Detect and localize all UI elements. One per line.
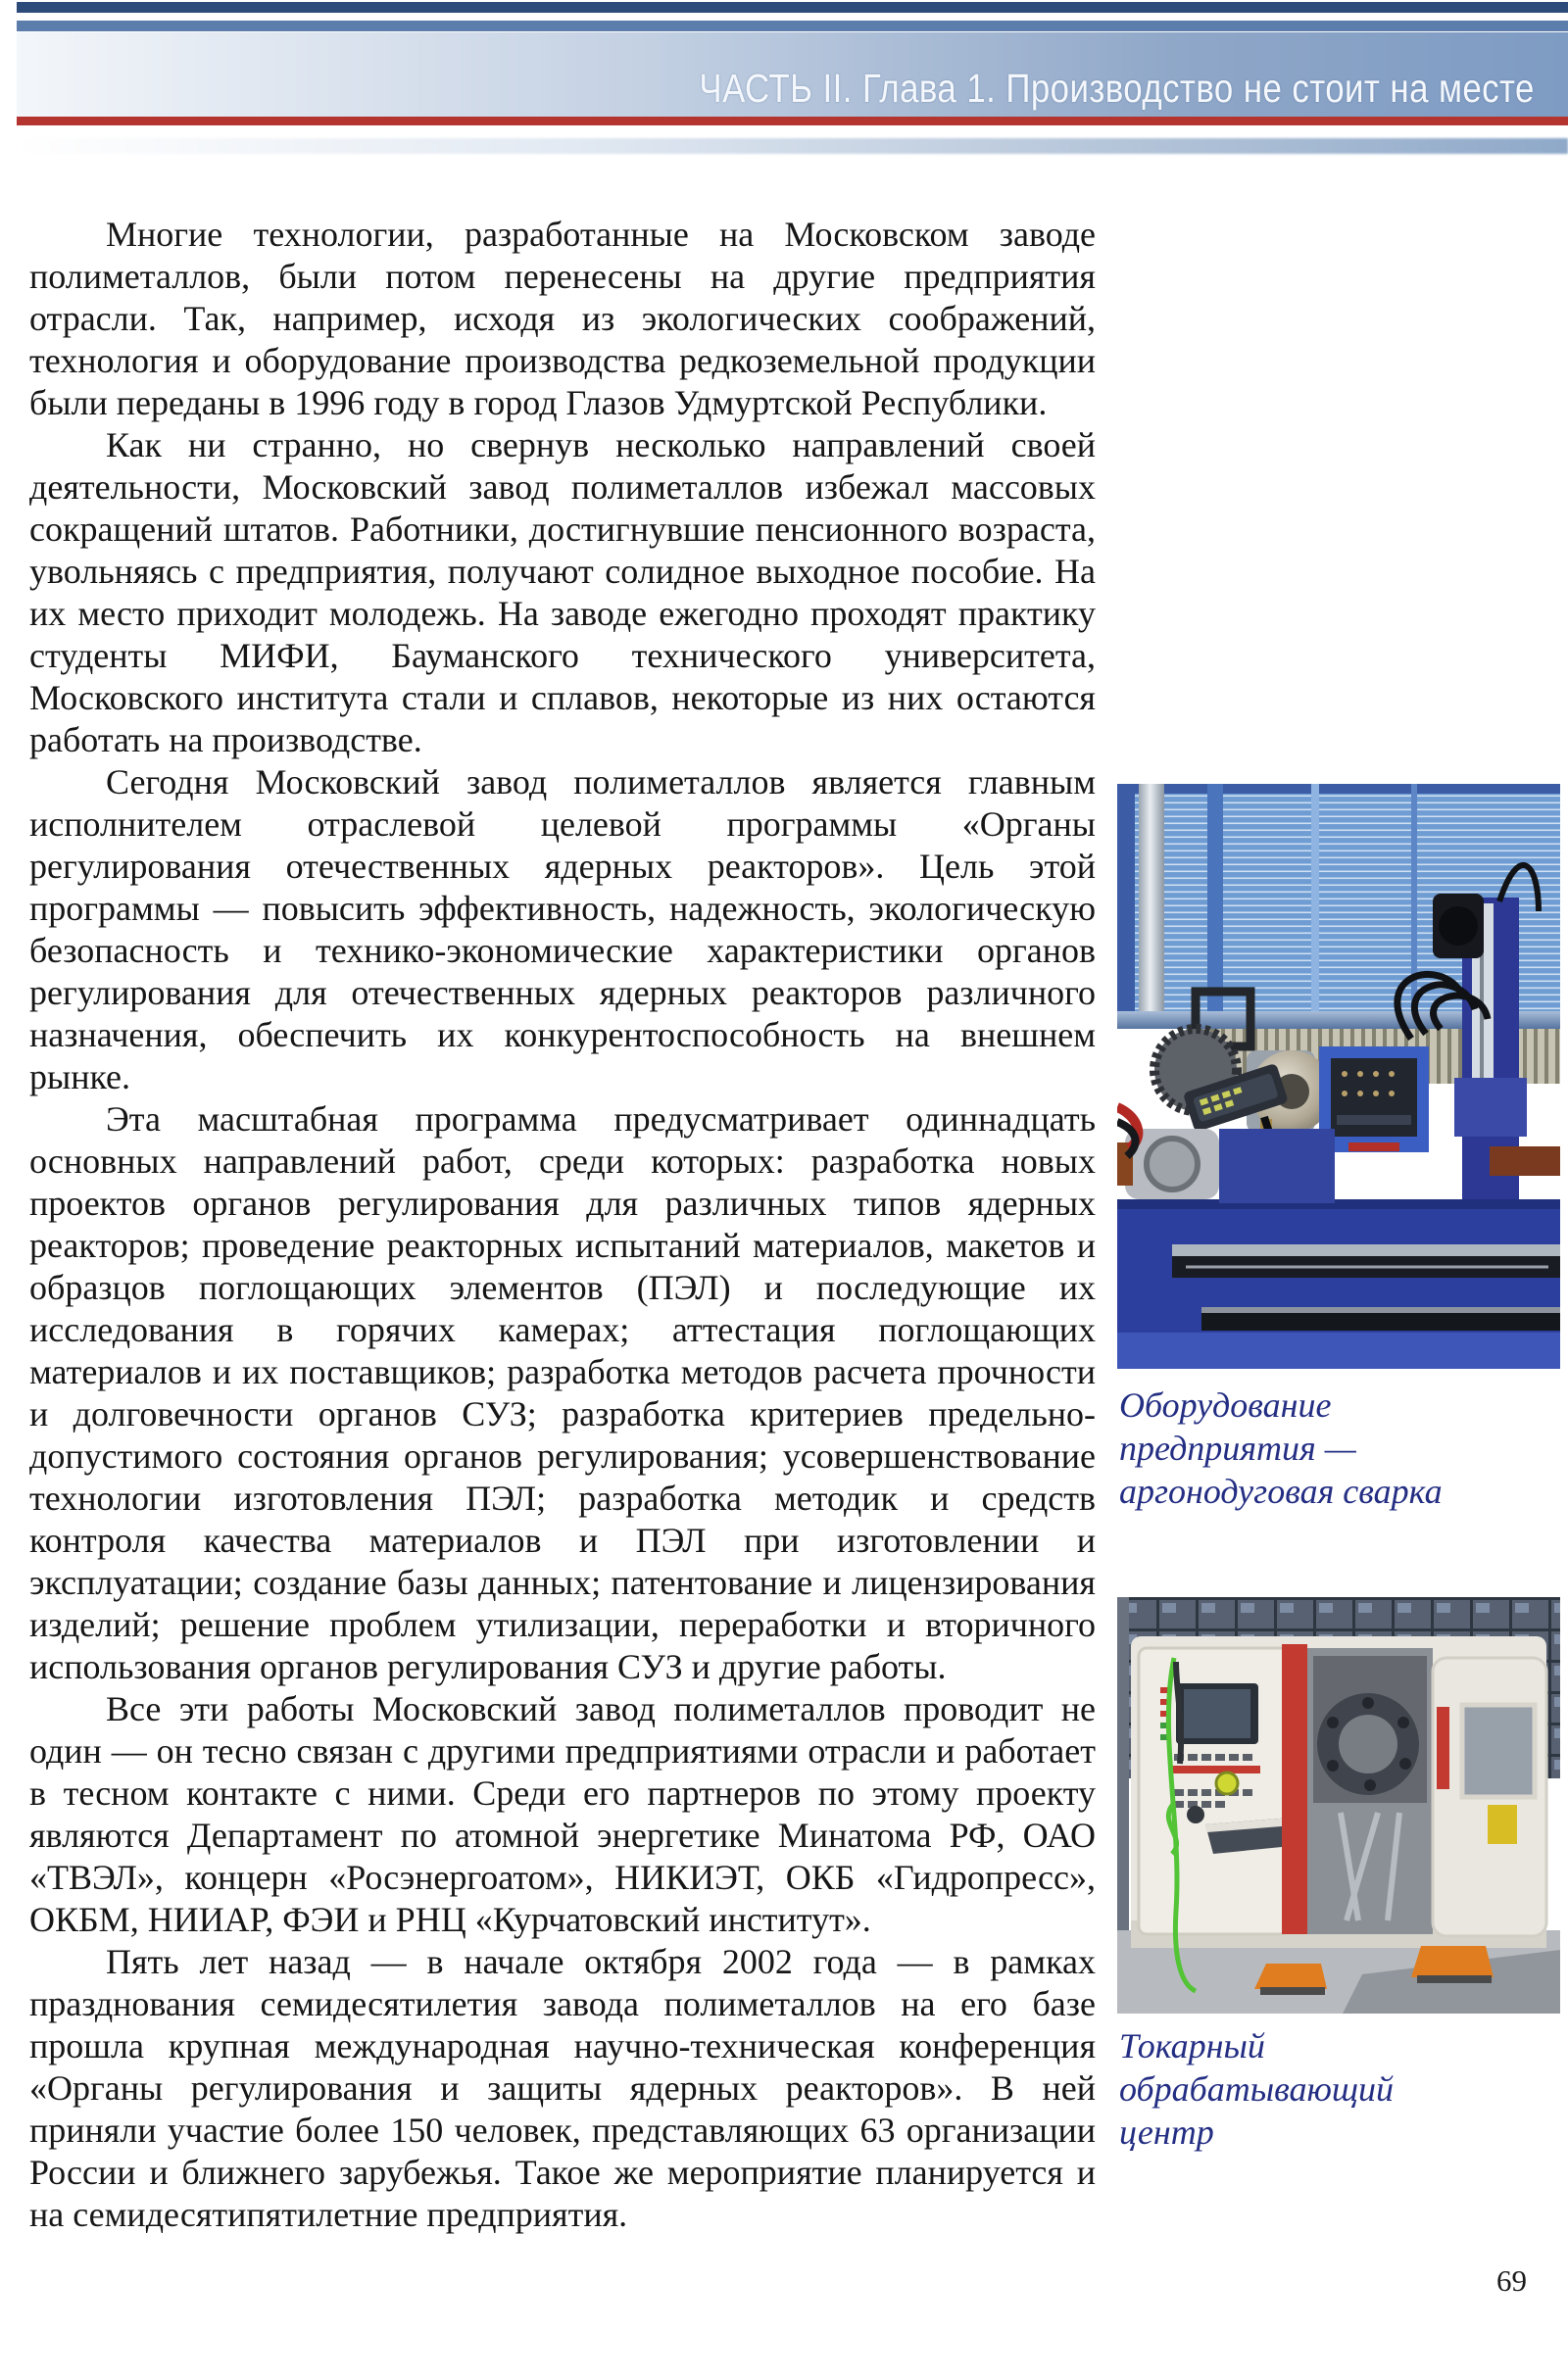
header-red-stripe (17, 117, 1568, 125)
paragraph: Как ни странно, но свернув несколько направлений своей деятельности, Московский завод полиметаллов избежал массовых сокращений штатов. Работники, достигнувшие пенсионного возраста, увольняясь с предприятия, получают солидное выходное пособие. На их место приходит молодежь. На заводе ежегодно проходят практику студенты МИФИ, Бауманского технического университета, Московского института стали и сплавов, некоторые из них остаются работать на производстве. (29, 425, 1096, 759)
paragraph: Эта масштабная программа предусматривает одиннадцать основных направлений работ, среди которых: разработка новых проектов органов регулирования для различных типов ядерных реакторов; проведение реакторных испытаний материалов, макетов и образцов поглощающих элементов (ПЭЛ) и последующие их исследования в горячих камерах; аттестация поглощающих материалов и их поставщиков; разработка методов расчета прочности и долговечности органов СУЗ; разработка критериев предельно-допустимого состояния органов регулирования; усовершенствование технологии изготовления ПЭЛ; разработка методик и средств контроля качества материалов и ПЭЛ при изготовлении и эксплуатации; создание базы данных; патентование и лицензирования изделий; решение проблем утилизации, переработки и вторичного использования органов регулирования СУЗ и другие работы. (29, 1099, 1096, 1686)
header-band (17, 32, 1568, 117)
lathe-illustration (1117, 1597, 1560, 2014)
header-mid-bar (17, 21, 1568, 31)
paragraph: Сегодня Московский завод полиметаллов является главным исполнителем отраслевой целевой программы «Органы регулирования отечественных ядерных реакторов». Цель этой программы — повысить эффективность, надежность, экологическую безопасность и технико-экономические характеристики органов регулирования для отечественных ядерных реакторов различного назначения, обеспечить их конкурентоспособность на внешнем рынке. (29, 762, 1096, 1096)
page-number: 69 (1496, 2263, 1527, 2298)
paragraph: Многие технологии, разработанные на Московском заводе полиметаллов, были потом перенесены на другие предприятия отрасли. Так, например, исходя из экологических соображений, технология и оборудование производства редкоземельной продукции были переданы в 1996 году в город Глазов Удмуртской Республики. (29, 215, 1096, 422)
figure-caption-welding: Оборудование предприятия — аргонодуговая сварка (1119, 1385, 1443, 1511)
paragraph: Пять лет назад — в начале октября 2002 года — в рамках празднования семидесятилетия завода полиметаллов на его базе прошла крупная международная научно-техническая конференция «Органы регулирования и защиты ядерных реакторов». В ней приняли участие более 150 человек, представляющих 63 организации России и ближнего зарубежья. Такое же мероприятие планируется и на семидесятипятилетние предприятия. (29, 1942, 1096, 2234)
header-top-bar (17, 2, 1568, 13)
header-fade-band (17, 138, 1568, 154)
figure-caption-lathe: Токарный обрабатывающий центр (1119, 2026, 1395, 2152)
welding-equipment-photo (1117, 784, 1560, 1369)
chapter-heading: ЧАСТЬ II. Глава 1. Производство не стоит на месте (699, 65, 1535, 111)
paragraph: Все эти работы Московский завод полиметаллов проводит не один — он тесно связан с другими предприятиями отрасли и работает в тесном контакте с ними. Среди его партнеров по этому проекту являются Департамент по атомной энергетике Минатома РФ, ОАО «ТВЭЛ», концерн «Росэнергоатом», НИКИЭТ, ОКБ «Гидропресс», ОКБМ, НИИАР, ФЭИ и РНЦ «Курчатовский институт». (29, 1689, 1096, 1939)
lathe-machining-center-photo (1117, 1597, 1560, 2014)
welding-equipment-illustration (1117, 784, 1560, 1369)
article-text-column (29, 214, 1096, 2236)
